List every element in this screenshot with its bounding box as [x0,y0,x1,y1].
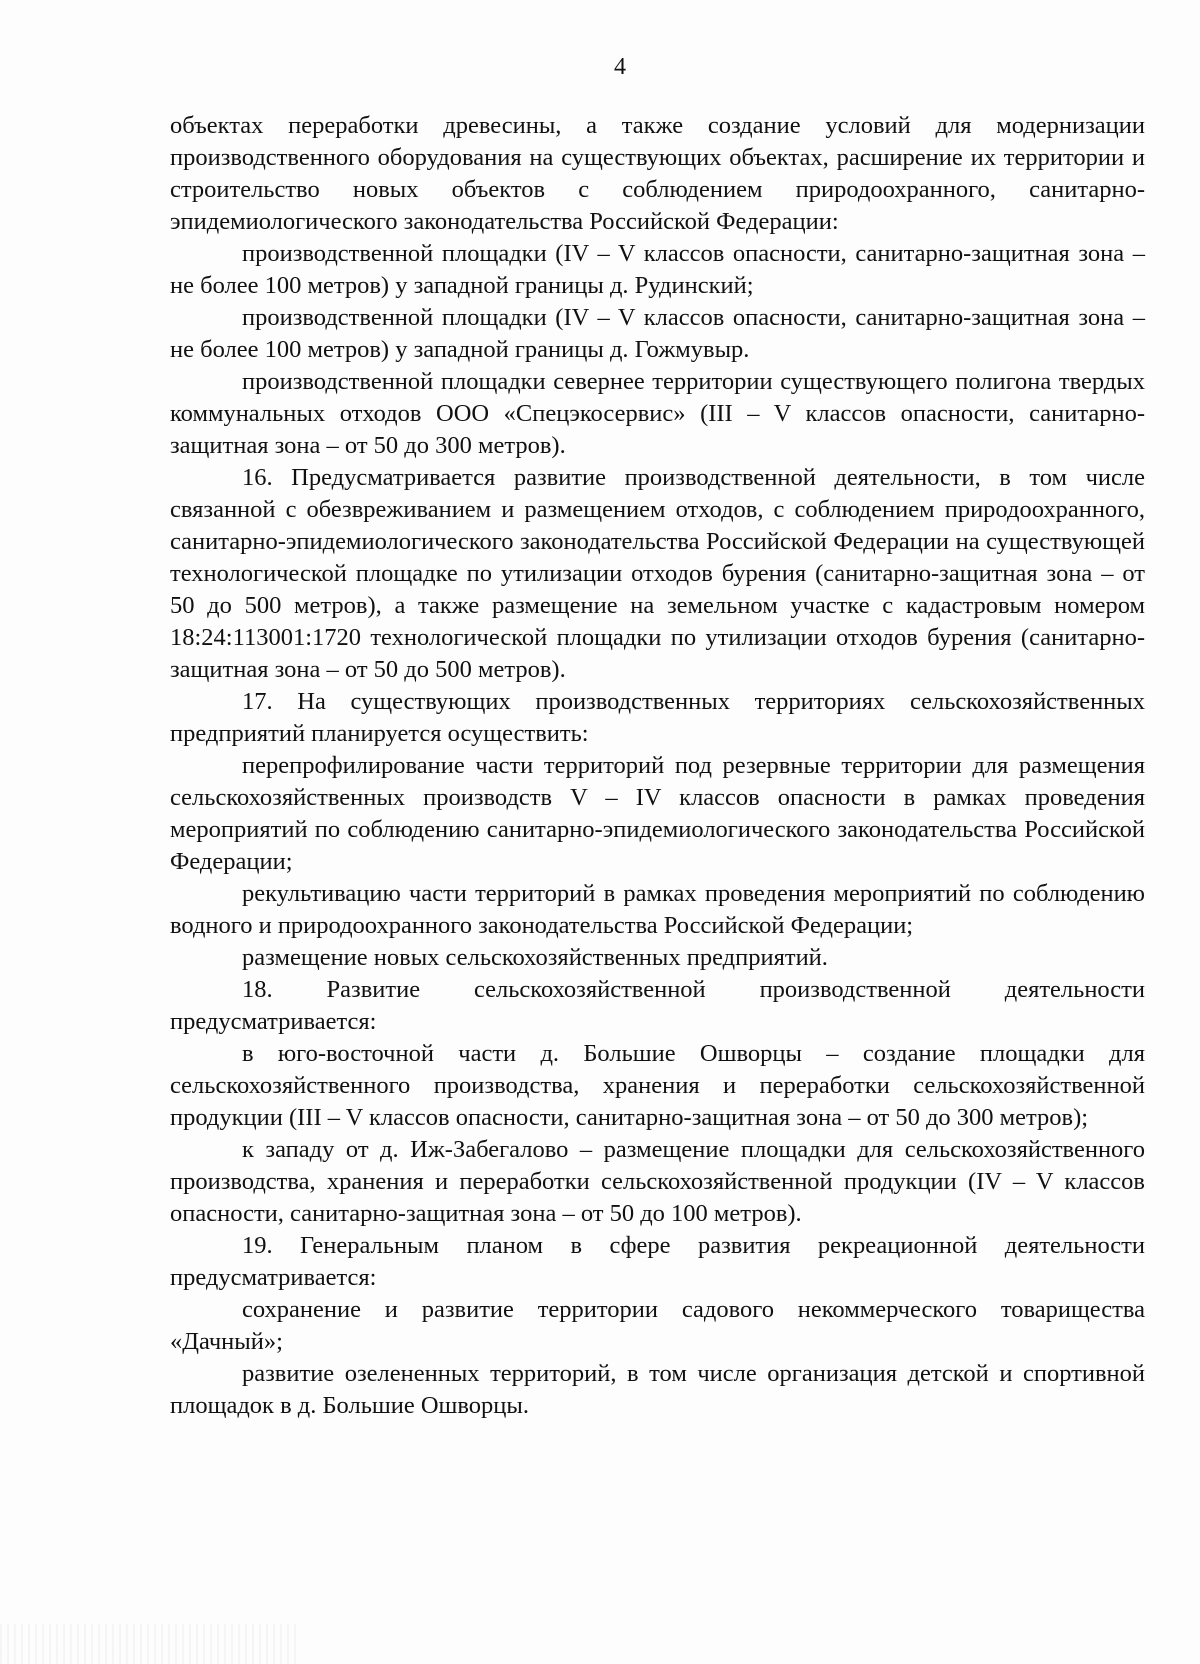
paragraph: размещение новых сельскохозяйственных предприятий. [242,944,828,971]
paragraph-item-18: 18. Развитие сельскохозяйственной производственной деятельности предусматривается: [170,976,1145,1035]
paragraph: объектах переработки древесины, а также создание условий для модернизации производственного оборудования на существующих объектах, расширение их территории и строительство новых объектов с соблюдением природоохранного, санитарно-эпидемиологического законодательства Российской Федерации: [170,112,1145,235]
paragraph: перепрофилирование части территорий под резервные территории для размещения сельскохозяйственных производств V – IV классов опасности в рамках проведения мероприятий по соблюдению санитарно-эпидемиологического законодательства Российской Федерации; [170,752,1145,875]
paragraph: производственной площадки севернее территории существующего полигона твердых коммунальных отходов ООО «Спецэкосервис» (III – V классов опасности, санитарно-защитная зона – от 50 до 300 метров). [170,368,1145,459]
paragraph: к западу от д. Иж-Забегалово – размещение площадки для сельскохозяйственного производства, хранения и переработки сельскохозяйственной продукции (IV – V классов опасности, санитарно-защитная зона – от 50 до 100 метров). [170,1136,1145,1227]
page-number: 4 [614,54,626,80]
paragraph: производственной площадки (IV – V классов опасности, санитарно-защитная зона – не более 100 метров) у западной границы д. Рудинский; [170,240,1145,299]
paragraph: производственной площадки (IV – V классов опасности, санитарно-защитная зона – не более 100 метров) у западной границы д. Гожмувыр. [170,304,1145,363]
paragraph-item-17: 17. На существующих производственных территориях сельскохозяйственных предприятий планируется осуществить: [170,688,1145,747]
paragraph-item-16: 16. Предусматривается развитие производственной деятельности, в том числе связанной с обезвреживанием и размещением отходов, с соблюдением природоохранного, санитарно-эпидемиологического законодательства Российской Федерации на существующей технологической площадке по утилизации отходов бурения (санитарно-защитная зона – от 50 до 500 метров), а также размещение на земельном участке с кадастровым номером 18:24:113001:1720 технологической площадки по утилизации отходов бурения (санитарно-защитная зона – от 50 до 500 метров). [170,464,1145,683]
paragraph: сохранение и развитие территории садового некоммерческого товарищества «Дачный»; [170,1296,1145,1355]
paragraph: развитие озелененных территорий, в том числе организация детской и спортивной площадок в д. Большие Ошворцы. [170,1360,1145,1419]
scan-artifact [0,1624,300,1664]
document-body [170,110,1145,1422]
paragraph-item-19: 19. Генеральным планом в сфере развития рекреационной деятельности предусматривается: [170,1232,1145,1291]
paragraph: в юго-восточной части д. Большие Ошворцы – создание площадки для сельскохозяйственного производства, хранения и переработки сельскохозяйственной продукции (III – V классов опасности, санитарно-защитная зона – от 50 до 300 метров); [170,1040,1145,1131]
paragraph: рекультивацию части территорий в рамках проведения мероприятий по соблюдению водного и природоохранного законодательства Российской Федерации; [170,880,1145,939]
